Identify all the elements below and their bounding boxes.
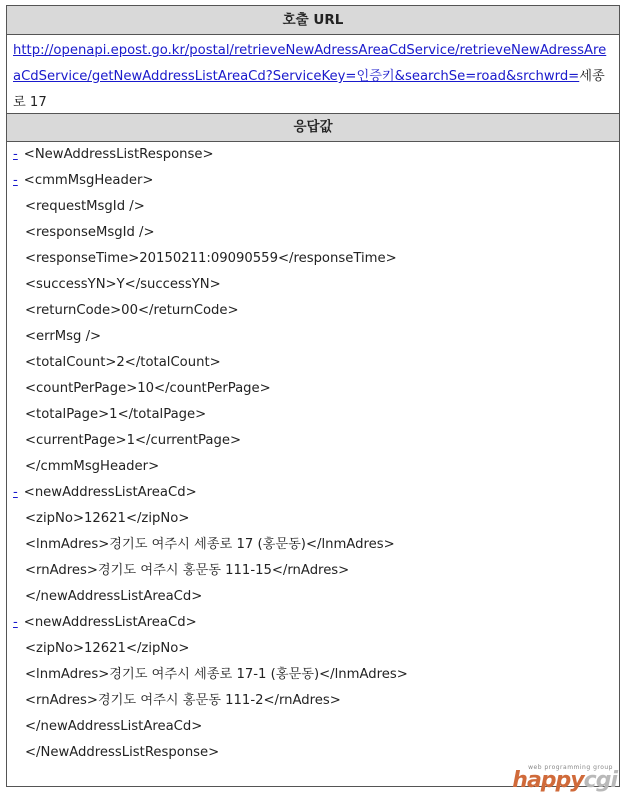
xml-line xyxy=(13,714,408,740)
xml-line xyxy=(13,506,408,532)
collapse-toggle[interactable]: - xyxy=(13,147,18,162)
api-table xyxy=(6,5,620,787)
watermark-brand-part-b: cgi xyxy=(583,768,617,793)
xml-line-text: <currentPage>1</currentPage> xyxy=(25,433,242,448)
xml-line-text: <rnAdres>경기도 여주시 홍문동 111-15</rnAdres> xyxy=(25,563,350,578)
xml-line-text: <errMsg /> xyxy=(25,329,102,344)
xml-line xyxy=(13,376,408,402)
xml-line xyxy=(13,350,408,376)
xml-line-text: </cmmMsgHeader> xyxy=(25,459,160,474)
xml-line-text: <NewAddressListResponse> xyxy=(23,147,214,162)
xml-line-text: </NewAddressListResponse> xyxy=(25,745,220,760)
xml-line xyxy=(13,480,408,506)
xml-line xyxy=(13,324,408,350)
xml-line xyxy=(13,688,408,714)
xml-line-text: <lnmAdres>경기도 여주시 세종로 17-1 (홍문동)</lnmAdres> xyxy=(25,667,408,682)
xml-line xyxy=(13,402,408,428)
xml-line-text: <newAddressListAreaCd> xyxy=(23,615,197,630)
xml-line-text: <rnAdres>경기도 여주시 홍문동 111-2</rnAdres> xyxy=(25,693,341,708)
xml-line-text: <totalPage>1</totalPage> xyxy=(25,407,207,422)
xml-line-text: <lnmAdres>경기도 여주시 세종로 17 (홍문동)</lnmAdres> xyxy=(25,537,395,552)
request-url-link[interactable]: http://openapi.epost.go.kr/postal/retrieveNewAdressAreaCdService/retrieveNewAdressAreaCdService/getNewAddressListAreaCd?ServiceKey=인증키&searchSe=road&srchwrd= xyxy=(13,43,607,84)
xml-line-text: <cmmMsgHeader> xyxy=(23,173,154,188)
xml-line xyxy=(13,454,408,480)
request-url-cell xyxy=(13,38,613,116)
xml-line-text: <countPerPage>10</countPerPage> xyxy=(25,381,271,396)
xml-line xyxy=(13,168,408,194)
xml-line-text: <returnCode>00</returnCode> xyxy=(25,303,239,318)
xml-line xyxy=(13,584,408,610)
xml-line-text: <successYN>Y</successYN> xyxy=(25,277,221,292)
watermark-tagline: web programming group xyxy=(528,764,613,771)
xml-response xyxy=(13,142,408,766)
xml-line-text: </newAddressListAreaCd> xyxy=(25,589,203,604)
xml-line xyxy=(13,194,408,220)
xml-line xyxy=(13,558,408,584)
xml-line xyxy=(13,532,408,558)
xml-line-text: <newAddressListAreaCd> xyxy=(23,485,197,500)
xml-line-text: <totalCount>2</totalCount> xyxy=(25,355,221,370)
collapse-toggle[interactable]: - xyxy=(13,615,18,630)
xml-line xyxy=(13,428,408,454)
xml-line-text: <zipNo>12621</zipNo> xyxy=(25,641,190,656)
xml-line xyxy=(13,246,408,272)
xml-line xyxy=(13,220,408,246)
collapse-toggle[interactable]: - xyxy=(13,485,18,500)
collapse-toggle[interactable]: - xyxy=(13,173,18,188)
header-response: 응답값 xyxy=(7,113,619,142)
header-request-url: 호출 URL xyxy=(7,6,619,35)
xml-line xyxy=(13,272,408,298)
xml-line-text: </newAddressListAreaCd> xyxy=(25,719,203,734)
xml-line xyxy=(13,142,408,168)
xml-line-text: <responseTime>20150211:09090559</responseTime> xyxy=(25,251,397,266)
xml-line xyxy=(13,662,408,688)
xml-line-text: <requestMsgId /> xyxy=(25,199,145,214)
xml-line xyxy=(13,298,408,324)
xml-line xyxy=(13,636,408,662)
xml-line xyxy=(13,610,408,636)
watermark-logo xyxy=(512,764,617,791)
watermark-brand xyxy=(512,768,617,793)
request-url-query: 세종로 17 xyxy=(13,69,605,110)
xml-line xyxy=(13,740,408,766)
watermark-brand-part-a: happy xyxy=(512,768,584,793)
xml-line-text: <responseMsgId /> xyxy=(25,225,155,240)
xml-line-text: <zipNo>12621</zipNo> xyxy=(25,511,190,526)
